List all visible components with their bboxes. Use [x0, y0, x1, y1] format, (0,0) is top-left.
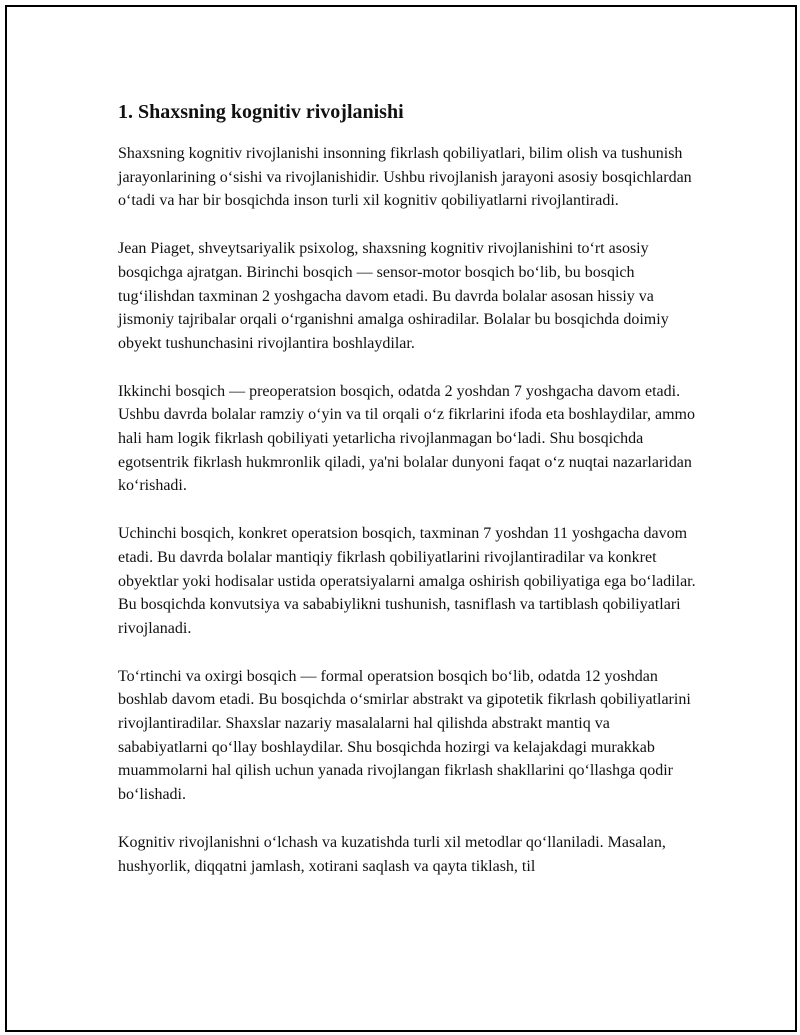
section-heading: 1. Shaxsning kognitiv rivojlanishi: [118, 101, 404, 123]
paragraph-intro: Shaxsning kognitiv rivojlanishi insonning fikrlash qobiliyatlari, bilim olish va tushunish jarayonlarining o‘sishi va rivojlanishidir. Ushbu rivojlanish jarayoni asosiy bosqichlardan o‘tadi va har bir bosqichda inson turli xil kognitiv qobiliyatlarni rivojlantiradi.: [118, 145, 692, 210]
paragraph-stage-three: Uchinchi bosqich, konkret operatsion bosqich, taxminan 7 yoshdan 11 yoshgacha davom etadi. Bu davrda bolalar mantiqiy fikrlash qobiliyatlarini rivojlantiradilar va konkret obyektlar yoki hodisalar ustida operatsiyalarni amalga oshirish qobiliyatiga ega bo‘ladilar. Bu bosqichda konvutsiya va sababiylikni tushunish, tasniflash va tartiblash qobiliyatlari rivojlanadi.: [118, 525, 696, 637]
document-body: [118, 87, 703, 902]
document-page: [5, 5, 797, 1032]
paragraph-measurement: Kognitiv rivojlanishni o‘lchash va kuzatishda turli xil metodlar qo‘llaniladi. Masalan, hushyorlik, diqqatni jamlash, xotirani saqlash va qayta tiklash, til: [118, 833, 666, 875]
paragraph-stage-two: Ikkinchi bosqich — preoperatsion bosqich, odatda 2 yoshdan 7 yoshgacha davom etadi. Ushbu davrda bolalar ramziy o‘yin va til orqali o‘z fikrlarini ifoda eta boshlaydilar, ammo hali ham logik fikrlash qobiliyati yetarlicha rivojlanmagan bo‘ladi. Shu bosqichda egotsentrik fikrlash hukmronlik qiladi, ya'ni bolalar dunyoni faqat o‘z nuqtai nazarlaridan ko‘rishadi.: [118, 382, 695, 495]
paragraph-piaget-stage-one: Jean Piaget, shveytsariyalik psixolog, shaxsning kognitiv rivojlanishini to‘rt asosiy bosqichga ajratgan. Birinchi bosqich — sensor-motor bosqich bo‘lib, bu bosqich tug‘ilishdan taxminan 2 yoshgacha davom etadi. Bu davrda bolalar asosan hissiy va jismoniy tajribalar orqali o‘rganishni amalga oshiradilar. Bolalar bu bosqichda doimiy obyekt tushunchasini rivojlantira boshlaydilar.: [118, 240, 669, 352]
paragraph-stage-four: To‘rtinchi va oxirgi bosqich — formal operatsion bosqich bo‘lib, odatda 12 yoshdan boshlab davom etadi. Bu bosqichda o‘smirlar abstrakt va gipotetik fikrlash qobiliyatlarini rivojlantiradilar. Shaxslar nazariy masalalarni hal qilishda abstrakt mantiq va sababiyatlarni qo‘llay boshlaydilar. Shu bosqichda hozirgi va kelajakdagi murakkab muammolarni hal qilish uchun yanada rivojlangan fikrlash shakllarini qo‘llashga qodir bo‘lishadi.: [118, 667, 691, 804]
